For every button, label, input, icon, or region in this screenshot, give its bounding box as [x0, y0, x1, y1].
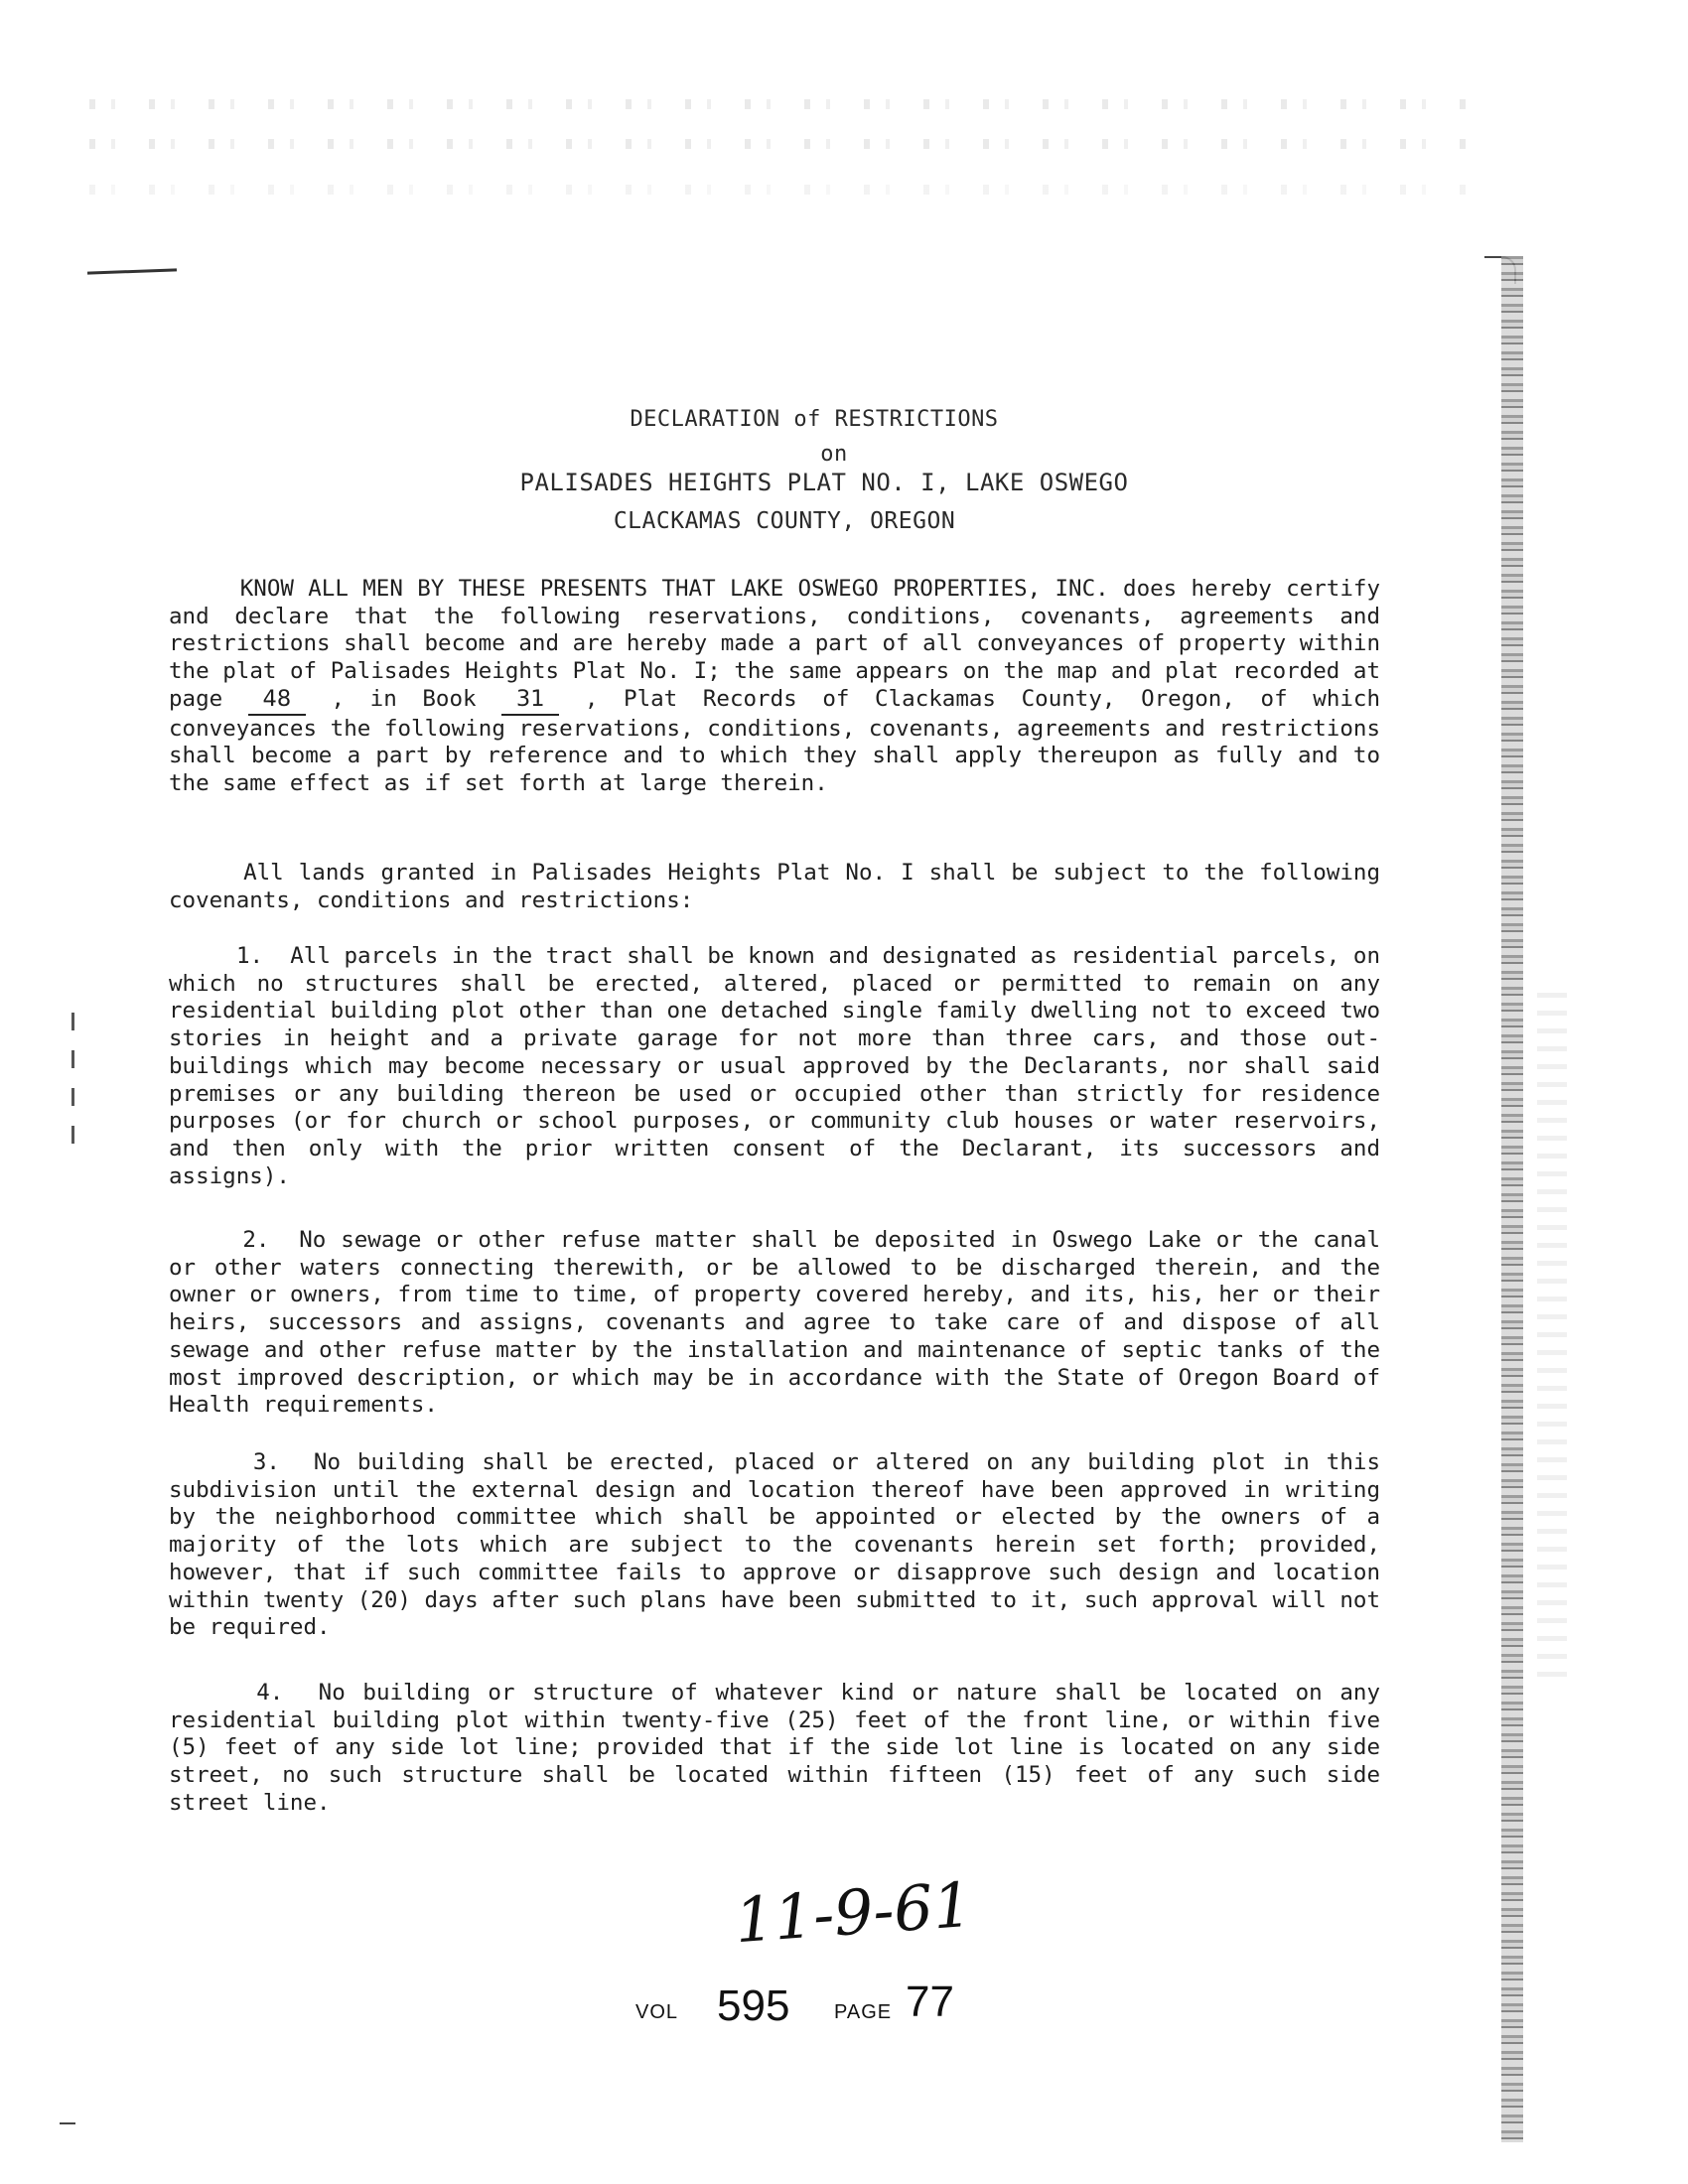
- section-4: 4. No building or structure of whatever kind or nature shall be located on any residential building plot within twenty-five (25) feet of the front line, or within five (5) feet of any side lot line; provided that if the side lot line is located on any side street, no such structure shall be located within fifteen (15) feet of any such side street line.: [169, 1680, 1394, 1816]
- lands-paragraph: All lands granted in Palisades Heights Plat No. I shall be subject to the following covenants, conditions and restrictions:: [169, 860, 1394, 913]
- declaration-on: on: [820, 442, 848, 467]
- scan-noise: [89, 99, 1479, 109]
- vol-number: 595: [717, 1981, 790, 2030]
- margin-tick: [60, 2122, 75, 2124]
- section-2: 2. No sewage or other refuse matter shall be deposited in Oswego Lake or the canal or other waters connecting therewith, or be allowed to be discharged therein, and the owner or owners, from time to time, of property covered hereby, and its, his, her or their heirs, successors and assigns, covenants and agree to take care of and dispose of all sewage and other refuse matter by the installation and maintenance of septic tanks of the most improved description, or which may be in accordance with the State of Oregon Board of Health requirements.: [169, 1227, 1394, 1419]
- page-number: 77: [906, 1978, 954, 2026]
- scanned-page-edge: [1501, 256, 1523, 2142]
- hole-punch-marks: [71, 1013, 74, 1163]
- intro-text-b: , in Book: [305, 685, 502, 712]
- scan-noise: [89, 139, 1479, 149]
- section-3: 3. No building shall be erected, placed or altered on any building plot in this subdivision until the external design and location thereof have been approved in writing by the neighborhood committee which shall be appointed or elected by the owners of a majority of the lots which are subject to the covenants herein set forth; provided, however, that if such committee fails to approve or disapprove such design and location within twenty (20) days after such plans have been submitted to it, such approval will not be required.: [169, 1449, 1394, 1641]
- page-label: PAGE: [834, 2001, 893, 2023]
- intro-paragraph: [169, 576, 1408, 798]
- intro-text-c: , Plat Records of Clackamas County, Oregon, of which conveyances the following reservations, conditions, covenants, agreements and restrictions shall become a part by reference and to which they shall apply thereupon as fully and to the same effect as if set forth at large therein.: [169, 685, 1408, 796]
- intro-text-a: KNOW ALL MEN BY THESE PRESENTS THAT LAKE OSWEGO PROPERTIES, INC. does hereby certify and declare that the following reservations, conditions, covenants, agreements and restrictions shall become and are hereby made a part of all conveyances of property within the plat of Palisades Heights Plat No. I; the same appears on the map and plat recorded at page: [169, 576, 1394, 712]
- county-title: CLACKAMAS COUNTY, OREGON: [613, 508, 956, 534]
- plat-book-number: 31: [501, 686, 559, 716]
- plat-title: PALISADES HEIGHTS PLAT NO. I, LAKE OSWEGO: [519, 469, 1129, 496]
- vol-label: VOL: [635, 2001, 679, 2023]
- section-1: 1. All parcels in the tract shall be known and designated as residential parcels, on which no structures shall be erected, altered, placed or permitted to remain on any residential building plot other than one detached single family dwelling not to exceed two stories in height and a private garage for not more than three cars, and those out-buildings which may become necessary or usual approved by the Declarants, nor shall said premises or any building thereon be used or occupied other than strictly for residence purposes (or for church or school purposes, or community club houses or water reservoirs, and then only with the prior written consent of the Declarant, its successors and assigns).: [169, 943, 1394, 1189]
- margin-mark: [87, 268, 177, 274]
- handwritten-date: 11-9-61: [732, 1867, 975, 1958]
- scanned-page-edge-shadow: [1537, 993, 1567, 1688]
- declaration-title: DECLARATION of RESTRICTIONS: [630, 407, 999, 432]
- scan-noise: [89, 185, 1479, 195]
- plat-page-number: 48: [248, 686, 306, 716]
